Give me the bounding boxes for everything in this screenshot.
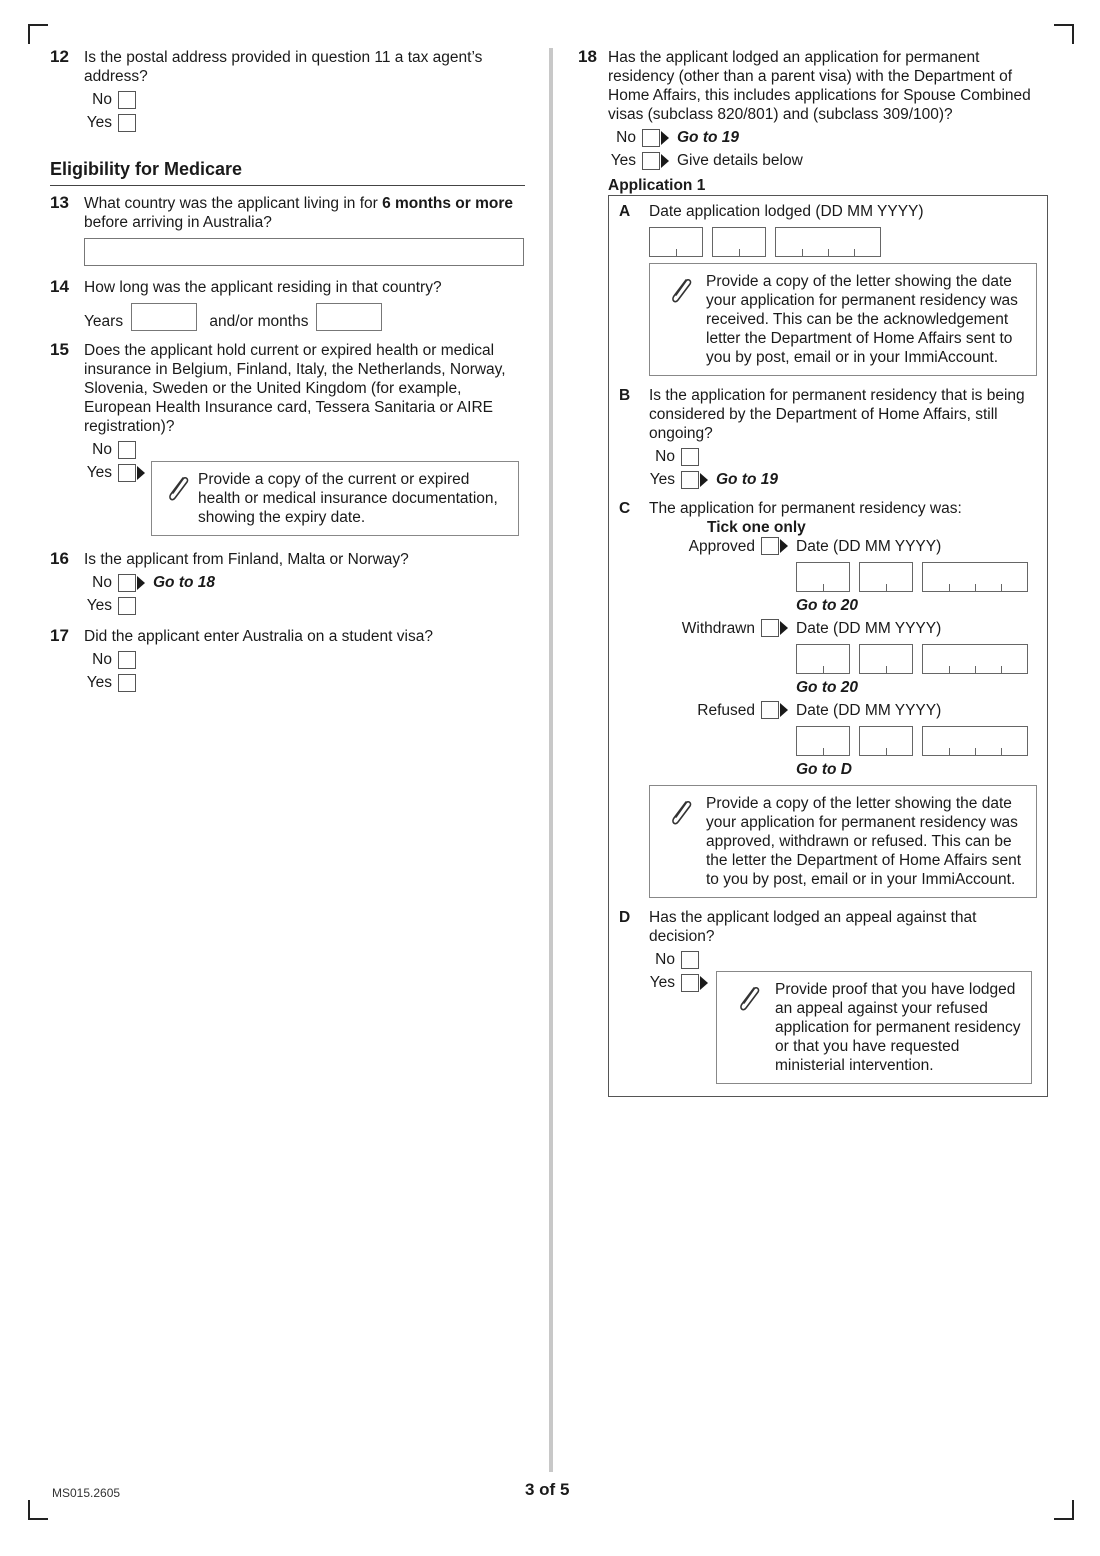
option-yes-row — [84, 461, 525, 536]
choice-label: Withdrawn — [681, 620, 755, 637]
crop-mark-top-left — [28, 24, 48, 44]
checkbox-no[interactable] — [681, 448, 699, 466]
subquestion-text: Is the application for permanent residency that is being considered by the Department of Home Affairs, still ongoing? — [649, 387, 1025, 442]
month-input[interactable] — [859, 644, 913, 674]
option-no[interactable] — [608, 126, 1050, 149]
option-no[interactable] — [84, 88, 525, 111]
subquestion-b — [619, 386, 1037, 491]
subquestion-c — [619, 499, 1037, 898]
goto-instruction: Go to 20 — [796, 679, 859, 696]
checkbox-yes[interactable] — [118, 674, 136, 692]
year-input[interactable] — [922, 644, 1028, 674]
question-16 — [50, 550, 525, 617]
option-label: Yes — [649, 974, 675, 991]
page-number: 3 of 5 — [525, 1480, 570, 1499]
option-yes[interactable] — [84, 111, 525, 134]
paperclip-icon — [656, 272, 706, 367]
goto-instruction: Go to 19 — [677, 129, 740, 146]
year-input[interactable] — [775, 227, 881, 257]
arrow-right-icon — [661, 131, 669, 145]
question-number: 12 — [50, 47, 69, 66]
duration-row — [84, 303, 525, 331]
question-15 — [50, 341, 525, 536]
option-label: Yes — [86, 674, 112, 691]
subquestion-letter: A — [619, 203, 631, 220]
option-no[interactable] — [649, 948, 1037, 971]
choice-approved — [649, 537, 1037, 615]
checkbox-yes[interactable] — [642, 152, 669, 170]
year-input[interactable] — [922, 562, 1028, 592]
country-input[interactable] — [84, 238, 524, 266]
choice-body — [796, 701, 1037, 779]
option-yes[interactable] — [608, 149, 1050, 172]
option-label: No — [92, 441, 112, 458]
arrow-right-icon — [780, 621, 788, 635]
note-text: Provide a copy of the letter showing the date your application for permanent residency was approved, withdrawn or refused. This can be the letter the Department of Home Affairs sent to you by post, email or in your ImmiAccount. — [706, 795, 1022, 888]
tick-one-instruction: Tick one only — [707, 519, 806, 536]
day-input[interactable] — [796, 562, 850, 592]
right-column — [578, 48, 1050, 1105]
checkbox-no[interactable] — [118, 574, 145, 592]
option-yes[interactable] — [84, 461, 145, 484]
checkbox-withdrawn[interactable] — [761, 619, 788, 637]
crop-mark-bottom-right — [1054, 1500, 1074, 1520]
month-input[interactable] — [859, 562, 913, 592]
arrow-right-icon — [780, 539, 788, 553]
question-text — [84, 194, 525, 232]
option-no[interactable] — [84, 571, 525, 594]
choice-body — [796, 537, 1037, 615]
months-input[interactable] — [316, 303, 382, 331]
date-label: Date (DD MM YYYY) — [796, 620, 942, 637]
option-no[interactable] — [84, 648, 525, 671]
question-number: 16 — [50, 549, 69, 568]
note-text: Provide a copy of the letter showing the date your application for permanent residency was received. This can be the acknowledgement letter the Department of Home Affairs sent to you by post, email or in your ImmiAccount. — [706, 273, 1018, 366]
date-label: Date (DD MM YYYY) — [796, 702, 942, 719]
approved-date-input[interactable] — [796, 562, 1037, 592]
goto-instruction: Go to D — [796, 761, 852, 778]
choice-label: Approved — [688, 538, 755, 555]
checkbox-no[interactable] — [118, 441, 136, 459]
option-yes[interactable] — [84, 671, 525, 694]
choice-label: Refused — [697, 702, 755, 719]
question-12 — [50, 48, 525, 134]
option-label: Yes — [649, 471, 675, 488]
checkbox-refused[interactable] — [761, 701, 788, 719]
option-label: Yes — [86, 464, 112, 481]
subquestion-a — [619, 202, 1037, 376]
month-input[interactable] — [712, 227, 766, 257]
paperclip-icon — [656, 794, 706, 889]
option-yes-row — [649, 971, 1037, 1084]
option-label: Yes — [86, 597, 112, 614]
option-yes[interactable] — [649, 971, 708, 994]
checkbox-yes[interactable] — [118, 597, 136, 615]
arrow-right-icon — [137, 576, 145, 590]
option-yes[interactable] — [84, 594, 525, 617]
question-text: Is the postal address provided in question 11 a tax agent’s address? — [84, 49, 483, 85]
refused-date-input[interactable] — [796, 726, 1037, 756]
choice-body — [796, 619, 1037, 697]
instruction-text: Give details below — [677, 152, 803, 169]
paperclip-icon — [723, 980, 775, 1075]
option-no[interactable] — [649, 445, 1037, 468]
crop-mark-bottom-left — [28, 1500, 48, 1520]
question-number: 18 — [578, 47, 597, 66]
question-text: Does the applicant hold current or expired health or medical insurance in Belgium, Finland, Italy, the Netherlands, Norway, Slovenia, Sweden or the United Kingdom (for example, European Health Insurance card, Tessera Sanitaria or AIRE registration)? — [84, 342, 506, 435]
question-text: Is the applicant from Finland, Malta or Norway? — [84, 551, 409, 568]
choice-refused — [649, 701, 1037, 779]
arrow-right-icon — [780, 703, 788, 717]
attachment-note — [649, 263, 1037, 376]
question-number: 13 — [50, 193, 69, 212]
question-13 — [50, 194, 525, 266]
attachment-note — [151, 461, 519, 536]
option-no[interactable] — [84, 438, 525, 461]
day-input[interactable] — [796, 726, 850, 756]
months-label: and/or months — [209, 313, 309, 330]
goto-instruction: Go to 19 — [716, 471, 779, 488]
checkbox-no[interactable] — [681, 951, 699, 969]
option-label: Yes — [610, 152, 636, 169]
option-yes[interactable] — [649, 468, 1037, 491]
question-text-part: What country was the applicant living in for — [84, 195, 383, 212]
paperclip-icon — [158, 470, 198, 527]
crop-mark-top-right — [1054, 24, 1074, 44]
question-18 — [578, 48, 1050, 1097]
year-input[interactable] — [922, 726, 1028, 756]
checkbox-no[interactable] — [118, 651, 136, 669]
years-input[interactable] — [131, 303, 197, 331]
note-text: Provide a copy of the current or expired health or medical insurance documentation, showing the expiry date. — [198, 471, 498, 526]
section-title: Eligibility for Medicare — [50, 160, 525, 186]
arrow-right-icon — [661, 154, 669, 168]
day-input[interactable] — [796, 644, 850, 674]
question-text-bold: 6 months or more — [382, 195, 514, 212]
checkbox-no[interactable] — [118, 91, 136, 109]
option-label: No — [92, 574, 112, 591]
day-input[interactable] — [649, 227, 703, 257]
option-label: No — [92, 651, 112, 668]
attachment-note — [649, 785, 1037, 898]
date-label: Date (DD MM YYYY) — [796, 538, 942, 555]
subquestion-letter: B — [619, 387, 631, 404]
left-column — [50, 48, 525, 702]
subquestion-text: The application for permanent residency was: — [649, 500, 962, 517]
subquestion-d — [619, 908, 1037, 1084]
checkbox-no[interactable] — [642, 129, 669, 147]
form-code: MS015.2605 — [52, 1486, 121, 1500]
option-label: No — [655, 448, 675, 465]
application-title: Application 1 — [608, 177, 706, 194]
arrow-right-icon — [137, 466, 145, 480]
checkbox-yes[interactable] — [118, 464, 145, 482]
subquestion-text: Date application lodged (DD MM YYYY) — [649, 203, 924, 220]
option-label: No — [655, 951, 675, 968]
note-text: Provide proof that you have lodged an appeal against your refused application for permanent residency or that you have requested ministerial intervention. — [775, 981, 1021, 1074]
goto-instruction: Go to 20 — [796, 597, 859, 614]
question-text: Has the applicant lodged an application for permanent residency (other than a parent visa) with the Department of Home Affairs, this includes applications for Spouse Combined visas (subclass 820/801) and (subclass 309/100)? — [608, 49, 1031, 123]
question-14 — [50, 278, 525, 331]
choice-withdrawn — [649, 619, 1037, 697]
option-label: No — [616, 129, 636, 146]
option-label: Yes — [86, 114, 112, 131]
date-lodged-input[interactable] — [649, 227, 1037, 257]
arrow-right-icon — [700, 976, 708, 990]
subquestion-text: Has the applicant lodged an appeal against that decision? — [649, 909, 977, 945]
goto-instruction: Go to 18 — [153, 574, 216, 591]
checkbox-approved[interactable] — [761, 537, 788, 555]
arrow-right-icon — [700, 473, 708, 487]
column-divider — [549, 48, 553, 1472]
question-text: Did the applicant enter Australia on a student visa? — [84, 628, 433, 645]
subquestion-letter: D — [619, 909, 631, 926]
attachment-note — [716, 971, 1032, 1084]
question-17 — [50, 627, 525, 694]
question-number: 17 — [50, 626, 69, 645]
withdrawn-date-input[interactable] — [796, 644, 1037, 674]
option-label: No — [92, 91, 112, 108]
question-text-part: before arriving in Australia? — [84, 214, 272, 231]
month-input[interactable] — [859, 726, 913, 756]
question-number: 14 — [50, 277, 69, 296]
years-label: Years — [84, 313, 124, 330]
checkbox-yes[interactable] — [681, 974, 708, 992]
checkbox-yes[interactable] — [681, 471, 708, 489]
question-number: 15 — [50, 340, 69, 359]
question-text: How long was the applicant residing in that country? — [84, 279, 442, 296]
application-frame — [608, 195, 1048, 1097]
subquestion-letter: C — [619, 500, 631, 517]
checkbox-yes[interactable] — [118, 114, 136, 132]
